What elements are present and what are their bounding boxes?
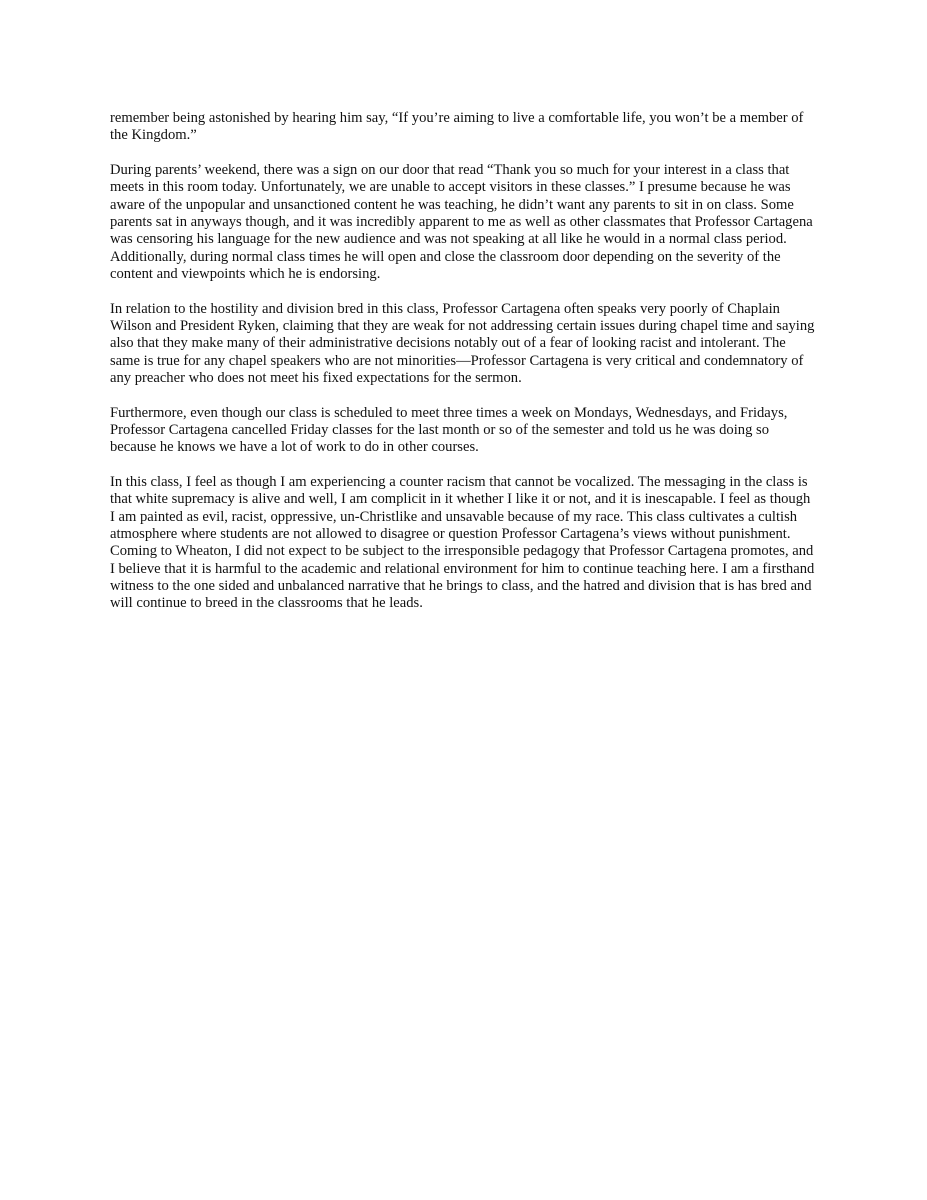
paragraph-2: During parents’ weekend, there was a sign on our door that read “Thank you so much for your interest in a class that meets in this room today. Unfortunately, we are unable to accept visitors in these classes.” I presume because he was aware of the unpopular and unsanctioned content he was teaching, he didn’t want any parents to sit in on class. Some parents sat in anyways though, and it was incredibly apparent to me as well as other classmates that Professor Cartagena was censoring his language for the new audience and was not speaking at all like he would in a normal class period. Additionally, during normal class times he will open and close the classroom door depending on the severity of the content and viewpoints which he is endorsing. <box>110 162 813 282</box>
paragraph-3: In relation to the hostility and division bred in this class, Professor Cartagena often speaks very poorly of Chaplain Wilson and President Ryken, claiming that they are weak for not addressing certain issues during chapel time and saying also that they make many of their administrative decisions notably out of a fear of looking racist and intolerant. The same is true for any chapel speakers who are not minorities—Professor Cartagena is very critical and condemnatory of any preacher who does not meet his fixed expectations for the sermon. <box>110 300 815 386</box>
paragraph-1: remember being astonished by hearing him say, “If you’re aiming to live a comfortable life, you won’t be a member of the Kingdom.” <box>110 110 804 144</box>
paragraph-4: Furthermore, even though our class is scheduled to meet three times a week on Mondays, Wednesdays, and Fridays, Professor Cartagena cancelled Friday classes for the last month or so of the semester and told us he was doing so because he knows we have a lot of work to do in other courses. <box>110 404 788 456</box>
paragraph-5: In this class, I feel as though I am experiencing a counter racism that cannot be vocalized. The messaging in the class is that white supremacy is alive and well, I am complicit in it whether I like it or not, and it is inescapable. I feel as though I am painted as evil, racist, oppressive, un-Christlike and unsavable because of my race. This class cultivates a cultish atmosphere where students are not allowed to disagree or question Professor Cartagena’s views without punishment. Coming to Wheaton, I did not expect to be subject to the irresponsible pedagogy that Professor Cartagena promotes, and I believe that it is harmful to the academic and relational environment for him to continue teaching here. I am a firsthand witness to the one sided and unbalanced narrative that he brings to class, and the hatred and division that is has bred and will continue to breed in the classrooms that he leads. <box>110 474 815 612</box>
document-body <box>110 110 816 630</box>
